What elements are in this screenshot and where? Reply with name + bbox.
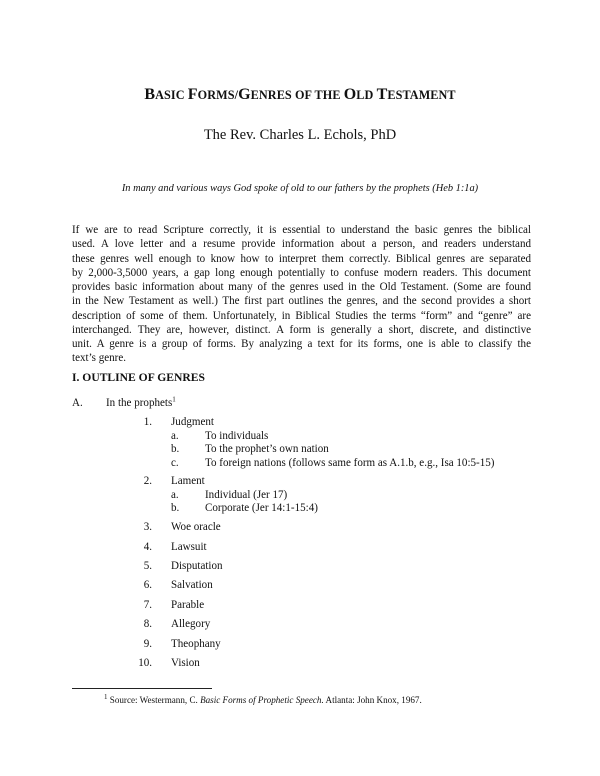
- outline-marker: 1.: [143, 416, 152, 428]
- outline-subitem: To foreign nations (follows same form as A.1.b, e.g., Isa 10:5-15): [205, 457, 495, 469]
- outline-marker: 6.: [143, 579, 152, 591]
- outline-subitem-marker: c.: [171, 457, 179, 469]
- intro-line: provides basic information about many of the genres used in the Old Testament. (Some are found: [72, 281, 531, 293]
- outline-marker: 9.: [143, 638, 152, 650]
- intro-line: description of some of them. Unfortunately, in Biblical Studies the terms “form” and “genre” are: [72, 309, 531, 322]
- outline-marker: 5.: [143, 560, 152, 572]
- section-heading: I. OUTLINE OF GENRES: [72, 371, 205, 384]
- outline-item: Judgment: [171, 416, 214, 428]
- outline-marker: A.: [72, 397, 83, 409]
- intro-line: used. A love letter and a resume provide information about a person, and readers understand: [72, 238, 531, 251]
- footnote-ref[interactable]: 1: [172, 395, 176, 404]
- footnote: $^1$ Source: Westermann, C. Basic Forms of Prophetic Speech. Atlanta: John Knox, 1967.: [104, 692, 422, 705]
- footnote-book-title: Basic Forms of Prophetic Speech.: [200, 695, 324, 705]
- footnote-divider: [72, 688, 212, 689]
- intro-line: by 2,000-3,5000 years, a gap long enough potentially to confuse modern readers. This document: [72, 266, 531, 279]
- outline-subitem-marker: a.: [171, 430, 179, 442]
- outline-item-a-label: In the prophets$^1$: [106, 395, 176, 409]
- outline-subitem: To the prophet’s own nation: [205, 443, 329, 455]
- intro-line: these genres well enough to know how to interpret them correctly. Biblical genres are separated: [72, 252, 531, 265]
- outline-subitem: Corporate (Jer 14:1-15:4): [205, 502, 318, 514]
- outline-marker: 7.: [143, 599, 152, 611]
- outline-subitem-marker: b.: [171, 502, 180, 514]
- author-line: The Rev. Charles L. Echols, PhD: [203, 127, 397, 143]
- outline-subitem: To individuals: [205, 430, 269, 442]
- title-word: BASIC: [144, 86, 188, 103]
- outline-item: Lament: [171, 475, 205, 487]
- outline-marker: 2.: [143, 475, 152, 487]
- outline-marker: 8.: [143, 618, 152, 630]
- title-word: FORMS/: [187, 86, 239, 103]
- outline-item: Lawsuit: [171, 541, 207, 553]
- outline-item: Woe oracle: [171, 521, 221, 533]
- outline-item: Salvation: [171, 579, 213, 591]
- outline-marker: 4.: [143, 541, 152, 553]
- outline-item: Parable: [171, 599, 205, 611]
- epigraph: In many and various ways God spoke of old to our fathers by the prophets (Heb 1:1a): [121, 183, 479, 194]
- outline-marker: 3.: [143, 521, 152, 533]
- intro-line: interchanged. They are, however, distinct. A form is generally a short, discrete, and distinctive: [72, 323, 531, 336]
- outline-marker: 10.: [138, 657, 152, 669]
- title-word: OLD: [343, 86, 377, 103]
- intro-paragraph: [72, 223, 531, 366]
- title-word: GENRES OF THE: [238, 86, 344, 103]
- title-word: TESTAMENT: [376, 86, 456, 103]
- intro-line: unit. A genre is a group of forms. By analyzing a text for its forms, one is able to classify the: [72, 338, 531, 350]
- intro-line: in the New Testament as well.) The first part outlines the genres, and the second provides a short: [72, 295, 531, 308]
- outline-subitem: Individual (Jer 17): [205, 489, 288, 501]
- outline-item: Disputation: [171, 560, 223, 572]
- outline-subitem-marker: a.: [171, 489, 179, 501]
- outline-item: Theophany: [171, 638, 221, 650]
- footnote-marker: 1: [104, 692, 108, 701]
- outline-item-a: [72, 397, 83, 409]
- outline-subitem-marker: b.: [171, 443, 180, 455]
- intro-line: If we are to read Scripture correctly, it is essential to understand the basic genres the biblical: [72, 224, 531, 236]
- intro-line: text’s genre.: [72, 352, 126, 365]
- outline-item: Allegory: [171, 618, 211, 630]
- document-title: [0, 86, 600, 104]
- outline-item: Vision: [171, 657, 200, 669]
